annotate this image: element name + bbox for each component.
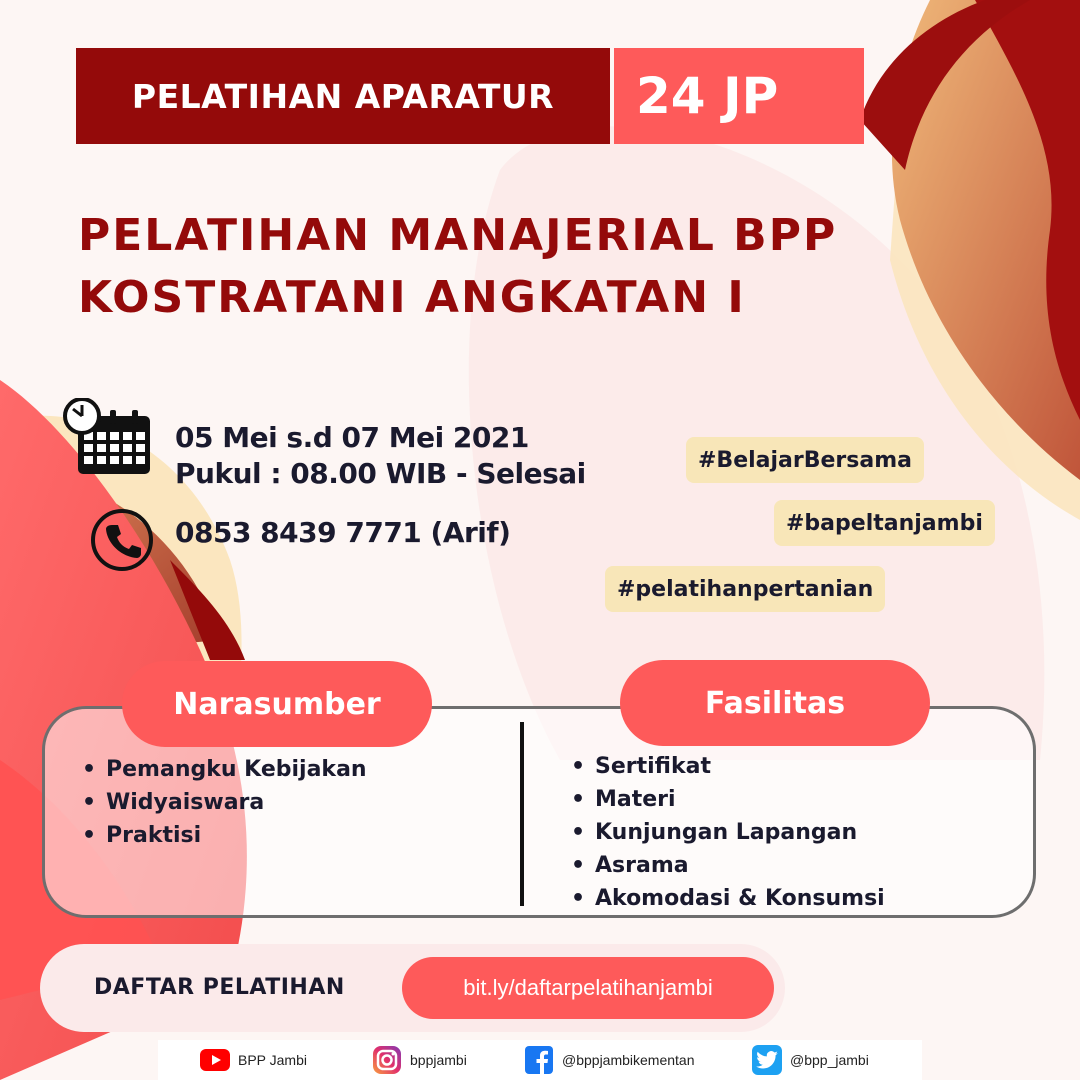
facebook-icon xyxy=(524,1045,554,1075)
social-youtube[interactable] xyxy=(200,1045,307,1075)
hashtag-belajarbersama: #BelajarBersama xyxy=(686,437,924,483)
social-twitter[interactable] xyxy=(752,1045,869,1075)
social-handle: @bppjambikementan xyxy=(562,1052,695,1068)
calendar-clock-icon xyxy=(62,398,154,478)
registration-link[interactable]: bit.ly/daftarpelatihanjambi xyxy=(402,957,774,1019)
contact-phone: 0853 8439 7771 (Arif) xyxy=(175,516,511,549)
list-item: • Sertifikat xyxy=(571,750,885,783)
social-handle: bppjambi xyxy=(410,1052,467,1068)
narasumber-heading: Narasumber xyxy=(122,661,432,747)
list-item: • Kunjungan Lapangan xyxy=(571,816,885,849)
event-title xyxy=(78,205,998,329)
hashtag-bapeltanjambi: #bapeltanjambi xyxy=(774,500,995,546)
narasumber-list xyxy=(82,753,367,852)
training-type-banner: PELATIHAN APARATUR xyxy=(76,48,610,144)
list-item: • Akomodasi & Konsumsi xyxy=(571,882,885,915)
social-handle: @bpp_jambi xyxy=(790,1052,869,1068)
event-title-line-2: KOSTRATANI ANGKATAN I xyxy=(78,272,746,323)
list-item: • Praktisi xyxy=(82,819,367,852)
hashtag-pelatihanpertanian: #pelatihanpertanian xyxy=(605,566,885,612)
event-dates: 05 Mei s.d 07 Mei 2021 xyxy=(175,421,529,454)
list-item: • Widyaiswara xyxy=(82,786,367,819)
social-handle: BPP Jambi xyxy=(238,1052,307,1068)
fasilitas-heading: Fasilitas xyxy=(620,660,930,746)
twitter-icon xyxy=(752,1045,782,1075)
registration-label: DAFTAR PELATIHAN xyxy=(94,975,345,1000)
instagram-icon xyxy=(372,1045,402,1075)
youtube-icon xyxy=(200,1045,230,1075)
list-item: • Materi xyxy=(571,783,885,816)
list-item: • Pemangku Kebijakan xyxy=(82,753,367,786)
social-instagram[interactable] xyxy=(372,1045,467,1075)
fasilitas-list xyxy=(571,750,885,915)
jp-hours-badge: 24 JP xyxy=(614,48,864,144)
details-divider xyxy=(520,722,524,906)
list-item: • Asrama xyxy=(571,849,885,882)
social-facebook[interactable] xyxy=(524,1045,695,1075)
phone-icon xyxy=(90,508,154,572)
event-title-line-1: PELATIHAN MANAJERIAL BPP xyxy=(78,210,838,261)
event-time: Pukul : 08.00 WIB - Selesai xyxy=(175,457,586,490)
